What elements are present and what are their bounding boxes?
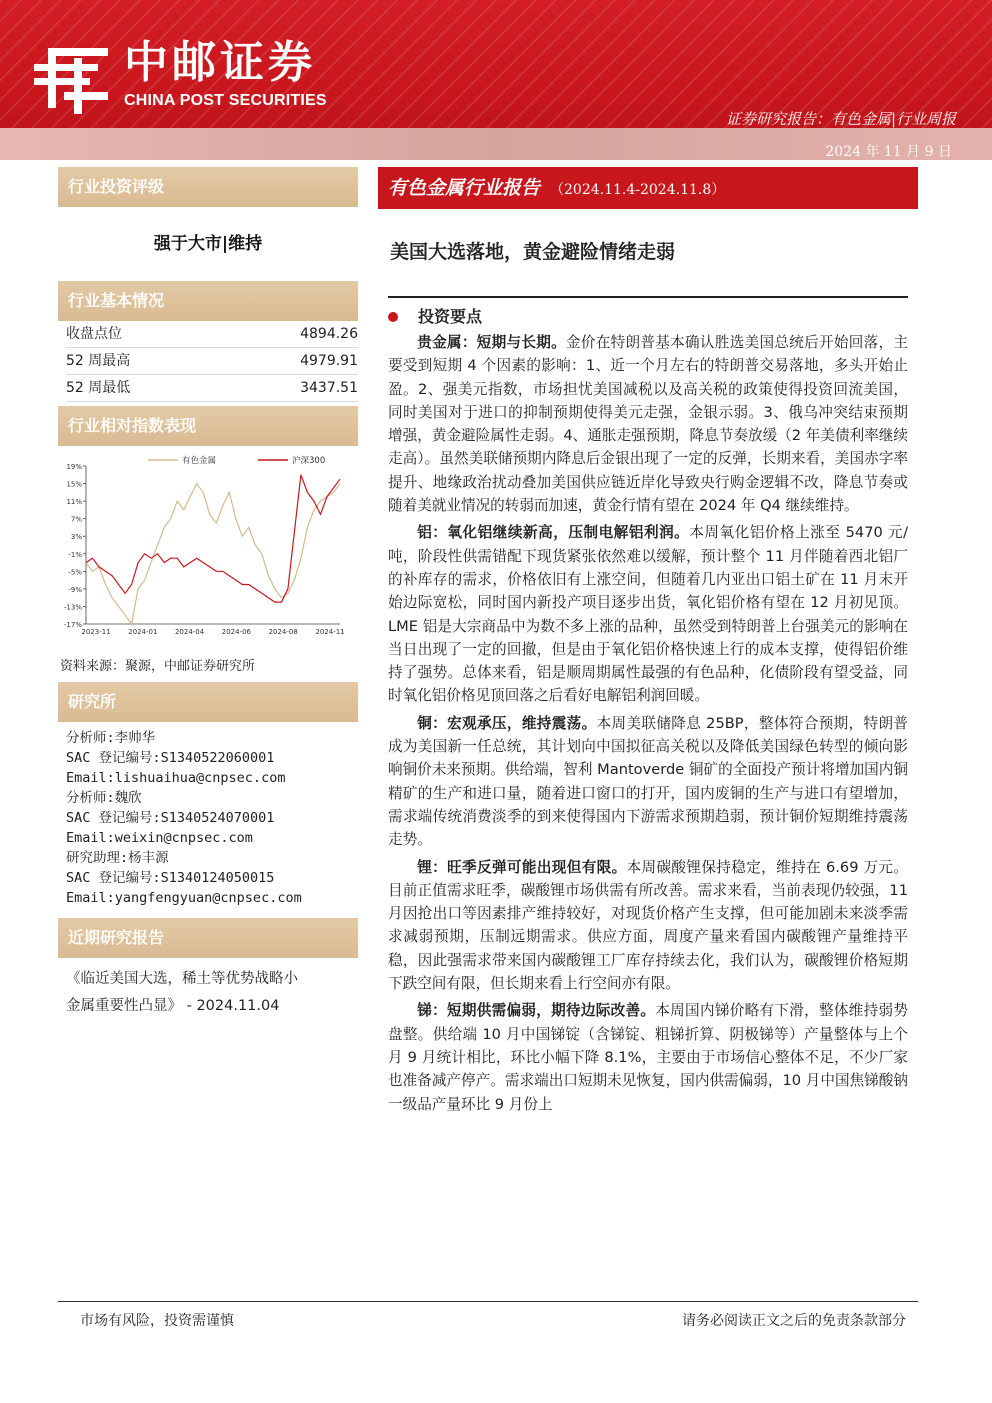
y-tick-label: 7% (70, 515, 82, 524)
series-line-nonferrous (86, 484, 340, 624)
x-tick-label: 2024-06 (221, 628, 252, 636)
y-tick-label: -17% (63, 621, 82, 629)
table-row (66, 348, 358, 375)
y-tick-label: 3% (70, 533, 82, 542)
y-tick-label: 19% (66, 463, 82, 471)
paragraph-text: 本周美联储降息 25BP，整体符合预期，特朗普成为美国新一任总统，其计划向中国拟征高关税以及降低美国绿色转型的倾向影响铜价未来预期。供给端，智利 Mantoverde 铜矿的全面投产预计将增加国内铜精矿的生产和进口量，随着进口窗口的打开，国内废铜的生产与进口有望增加，需求端传统消费淡季的到来使得国内下游需求预期趋弱，预计铜价短期维持震荡走势。 (388, 714, 908, 849)
paragraph-copper (388, 712, 908, 852)
y-tick-label: -5% (68, 568, 82, 577)
x-tick-label: 2024-01 (128, 628, 158, 636)
chart-source: 资料来源：聚源，中邮证券研究所 (60, 659, 256, 674)
y-tick-label: -1% (68, 550, 82, 559)
row-label: 52 周最低 (66, 380, 131, 396)
researcher-line: Email:yangfengyuan@cnpsec.com (66, 890, 302, 906)
bullet-icon (388, 312, 398, 322)
researcher-line: SAC 登记编号:S1340522060001 (66, 750, 275, 766)
recent-report-line: 金属重要性凸显》 - 2024.11.04 (66, 998, 280, 1014)
x-tick-label: 2024-08 (268, 628, 298, 636)
researcher-line: Email:weixin@cnpsec.com (66, 830, 253, 846)
company-name-en: CHINA POST SECURITIES (124, 92, 327, 109)
key-points-label: 投资要点 (418, 307, 483, 326)
paragraph-text: 本周碳酸锂保持稳定，维持在 6.69 万元。目前正值需求旺季，碳酸锂市场供需有所改善。需求来看，当前表现仍较强，11 月因抢出口等因素排产维持较好，对现货价格产生支撑，但可能加剧未来淡季需求减弱预期，压制远期需求。供应方面，周度产量来看国内碳酸锂产量维持平稳，因此强需求带来国内碳酸锂工厂库存持续去化，我们认为，碳酸锂价格短期下跌空间有限，但长期来看上行空间亦有限。 (388, 858, 908, 993)
row-value: 4979.91 (300, 353, 358, 369)
researcher-line: 分析师:李帅华 (66, 730, 156, 746)
paragraph-aluminum (388, 521, 908, 707)
research-section-title: 研究所 (58, 682, 358, 722)
risk-disclaimer: 市场有风险，投资需谨慎 (80, 1313, 234, 1329)
researcher-line: 研究助理:杨丰源 (66, 850, 169, 866)
divider (388, 296, 908, 298)
industry-rating: 强于大市|维持 (153, 234, 263, 254)
report-date: 2024 年 11 月 9 日 (825, 144, 952, 160)
paragraph-precious-metals (388, 331, 908, 517)
legend-label: 沪深300 (292, 456, 326, 466)
relative-performance-chart (58, 446, 358, 641)
performance-section-title: 行业相对指数表现 (58, 406, 358, 446)
paragraph-lead: 锑：短期供需偏弱，期待边际改善。 (417, 1002, 656, 1020)
y-tick-label: 15% (66, 480, 82, 489)
rating-section-title: 行业投资评级 (58, 167, 358, 207)
paragraph-lead: 锂：旺季反弹可能出现但有限。 (417, 858, 627, 876)
paragraph-antimony (388, 999, 908, 1115)
researcher-line: SAC 登记编号:S1340524070001 (66, 810, 275, 826)
row-value: 4894.26 (300, 326, 358, 342)
recent-report-link[interactable] (66, 966, 358, 1020)
paragraph-text: 金价在特朗普基本确认胜选美国总统后开始回落，主要受到短期 4 个因素的影响：1、近一个月左右的特朗普交易落地，多头开始止盈。2、强美元指数，市场担忧美国减税以及高关税的政策使得投资回流美国，同时美国对于进口的抑制预期使得美元走强，金银示弱。3、俄乌冲突结束预期增强，黄金避险属性走弱。4、通胀走强预期，降息节奏放缓（2 年美债利率继续走高）。虽然美联储预期内降息后金银出现了一定的反弹，长期来看，美国赤字率提升、地缘政治扰动叠加美国供应链近岸化导致央行购金逻辑不改，降息节奏或随着美就业情况的转弱而加速，黄金行情有望在 2024 年 Q4 继续维持。 (388, 334, 908, 515)
table-row (66, 321, 358, 348)
main-content (378, 167, 918, 1116)
legend-label: 有色金属 (182, 456, 217, 466)
paragraph-lithium (388, 856, 908, 996)
paragraph-text: 本周氧化铝价格上涨至 5470 元/吨，阶段性供需错配下现货紧张依然难以缓解，预计整个 11 月伴随着西北铝厂的补库存的需求，价格依旧有上涨空间，但随着几内亚出口铝土矿在 11 月末开始边际宽松，同时国内新投产项目逐步出货，氧化铝价格有望在 12 月初见顶。LME 铝是大宗商品中为数不多上涨的品种，虽然受到特朗普上台强美元的影响在当日出现了一定的回撤，但是由于氧化铝价格快速上行的成本支撑，使得铝价维持了强势。总体来看，铝是顺周期属性最强的有色品种，化债阶段有望受益，同时氧化铝价格见顶回落之后看好电解铝利润回暖。 (388, 524, 908, 705)
researcher-list (66, 728, 358, 908)
row-label: 收盘点位 (66, 326, 122, 342)
recent-reports-section-title: 近期研究报告 (58, 918, 358, 958)
paragraph-lead: 贵金属：短期与长期。 (417, 334, 566, 351)
basic-info-section-title: 行业基本情况 (58, 281, 358, 321)
report-header (0, 0, 992, 160)
disclaimer-notice: 请务必阅读正文之后的免责条款部分 (682, 1313, 906, 1329)
basic-info-table (66, 321, 358, 402)
researcher-line: Email:lishuaihua@cnpsec.com (66, 770, 286, 786)
headline: 美国大选落地，黄金避险情绪走弱 (390, 241, 676, 263)
paragraph-lead: 铝：氧化铝继续新高，压制电解铝利润。 (417, 524, 690, 542)
recent-report-line: 《临近美国大选，稀土等优势战略小 (66, 971, 298, 987)
paragraph-text: 本周国内锑价略有下滑，整体维持弱势盘整。供给端 10 月中国锑锭（含锑锭、粗锑折算、阴极锑等）产量整体与上个月 9 月统计相比，环比小幅下降 8.1%，主要由于市场信心整体不足，不少厂家也准备减产停产。需求端出口短期未见恢复，国内供需偏弱，10 月中国焦锑酸钠一级品产量环比 9 月份上 (388, 1002, 908, 1113)
report-type: 证券研究报告：有色金属|行业周报 (725, 110, 956, 128)
series-line-csi300 (86, 475, 340, 602)
report-title-bar (378, 167, 918, 209)
x-tick-label: 2024-11 (315, 628, 345, 636)
y-tick-label: -13% (63, 603, 82, 612)
paragraph-lead: 铜：宏观承压，维持震荡。 (417, 714, 597, 732)
chart-svg (58, 446, 358, 641)
table-row (66, 375, 358, 402)
china-post-logo-icon (30, 42, 112, 114)
company-name-cn: 中邮证券 (124, 37, 316, 88)
x-tick-label: 2024-04 (174, 628, 205, 636)
report-period: （2024.11.4-2024.11.8） (550, 182, 726, 198)
researcher-line: 分析师:魏欣 (66, 790, 142, 806)
report-title: 有色金属行业报告 (388, 177, 541, 199)
left-sidebar (58, 167, 358, 1020)
key-points-title (388, 304, 918, 327)
x-tick-label: 2023-11 (81, 628, 111, 636)
footer-divider (58, 1301, 918, 1302)
y-tick-label: 11% (66, 498, 82, 507)
row-label: 52 周最高 (66, 353, 131, 369)
y-tick-label: -9% (68, 585, 82, 594)
row-value: 3437.51 (300, 380, 358, 396)
researcher-line: SAC 登记编号:S1340124050015 (66, 870, 275, 886)
